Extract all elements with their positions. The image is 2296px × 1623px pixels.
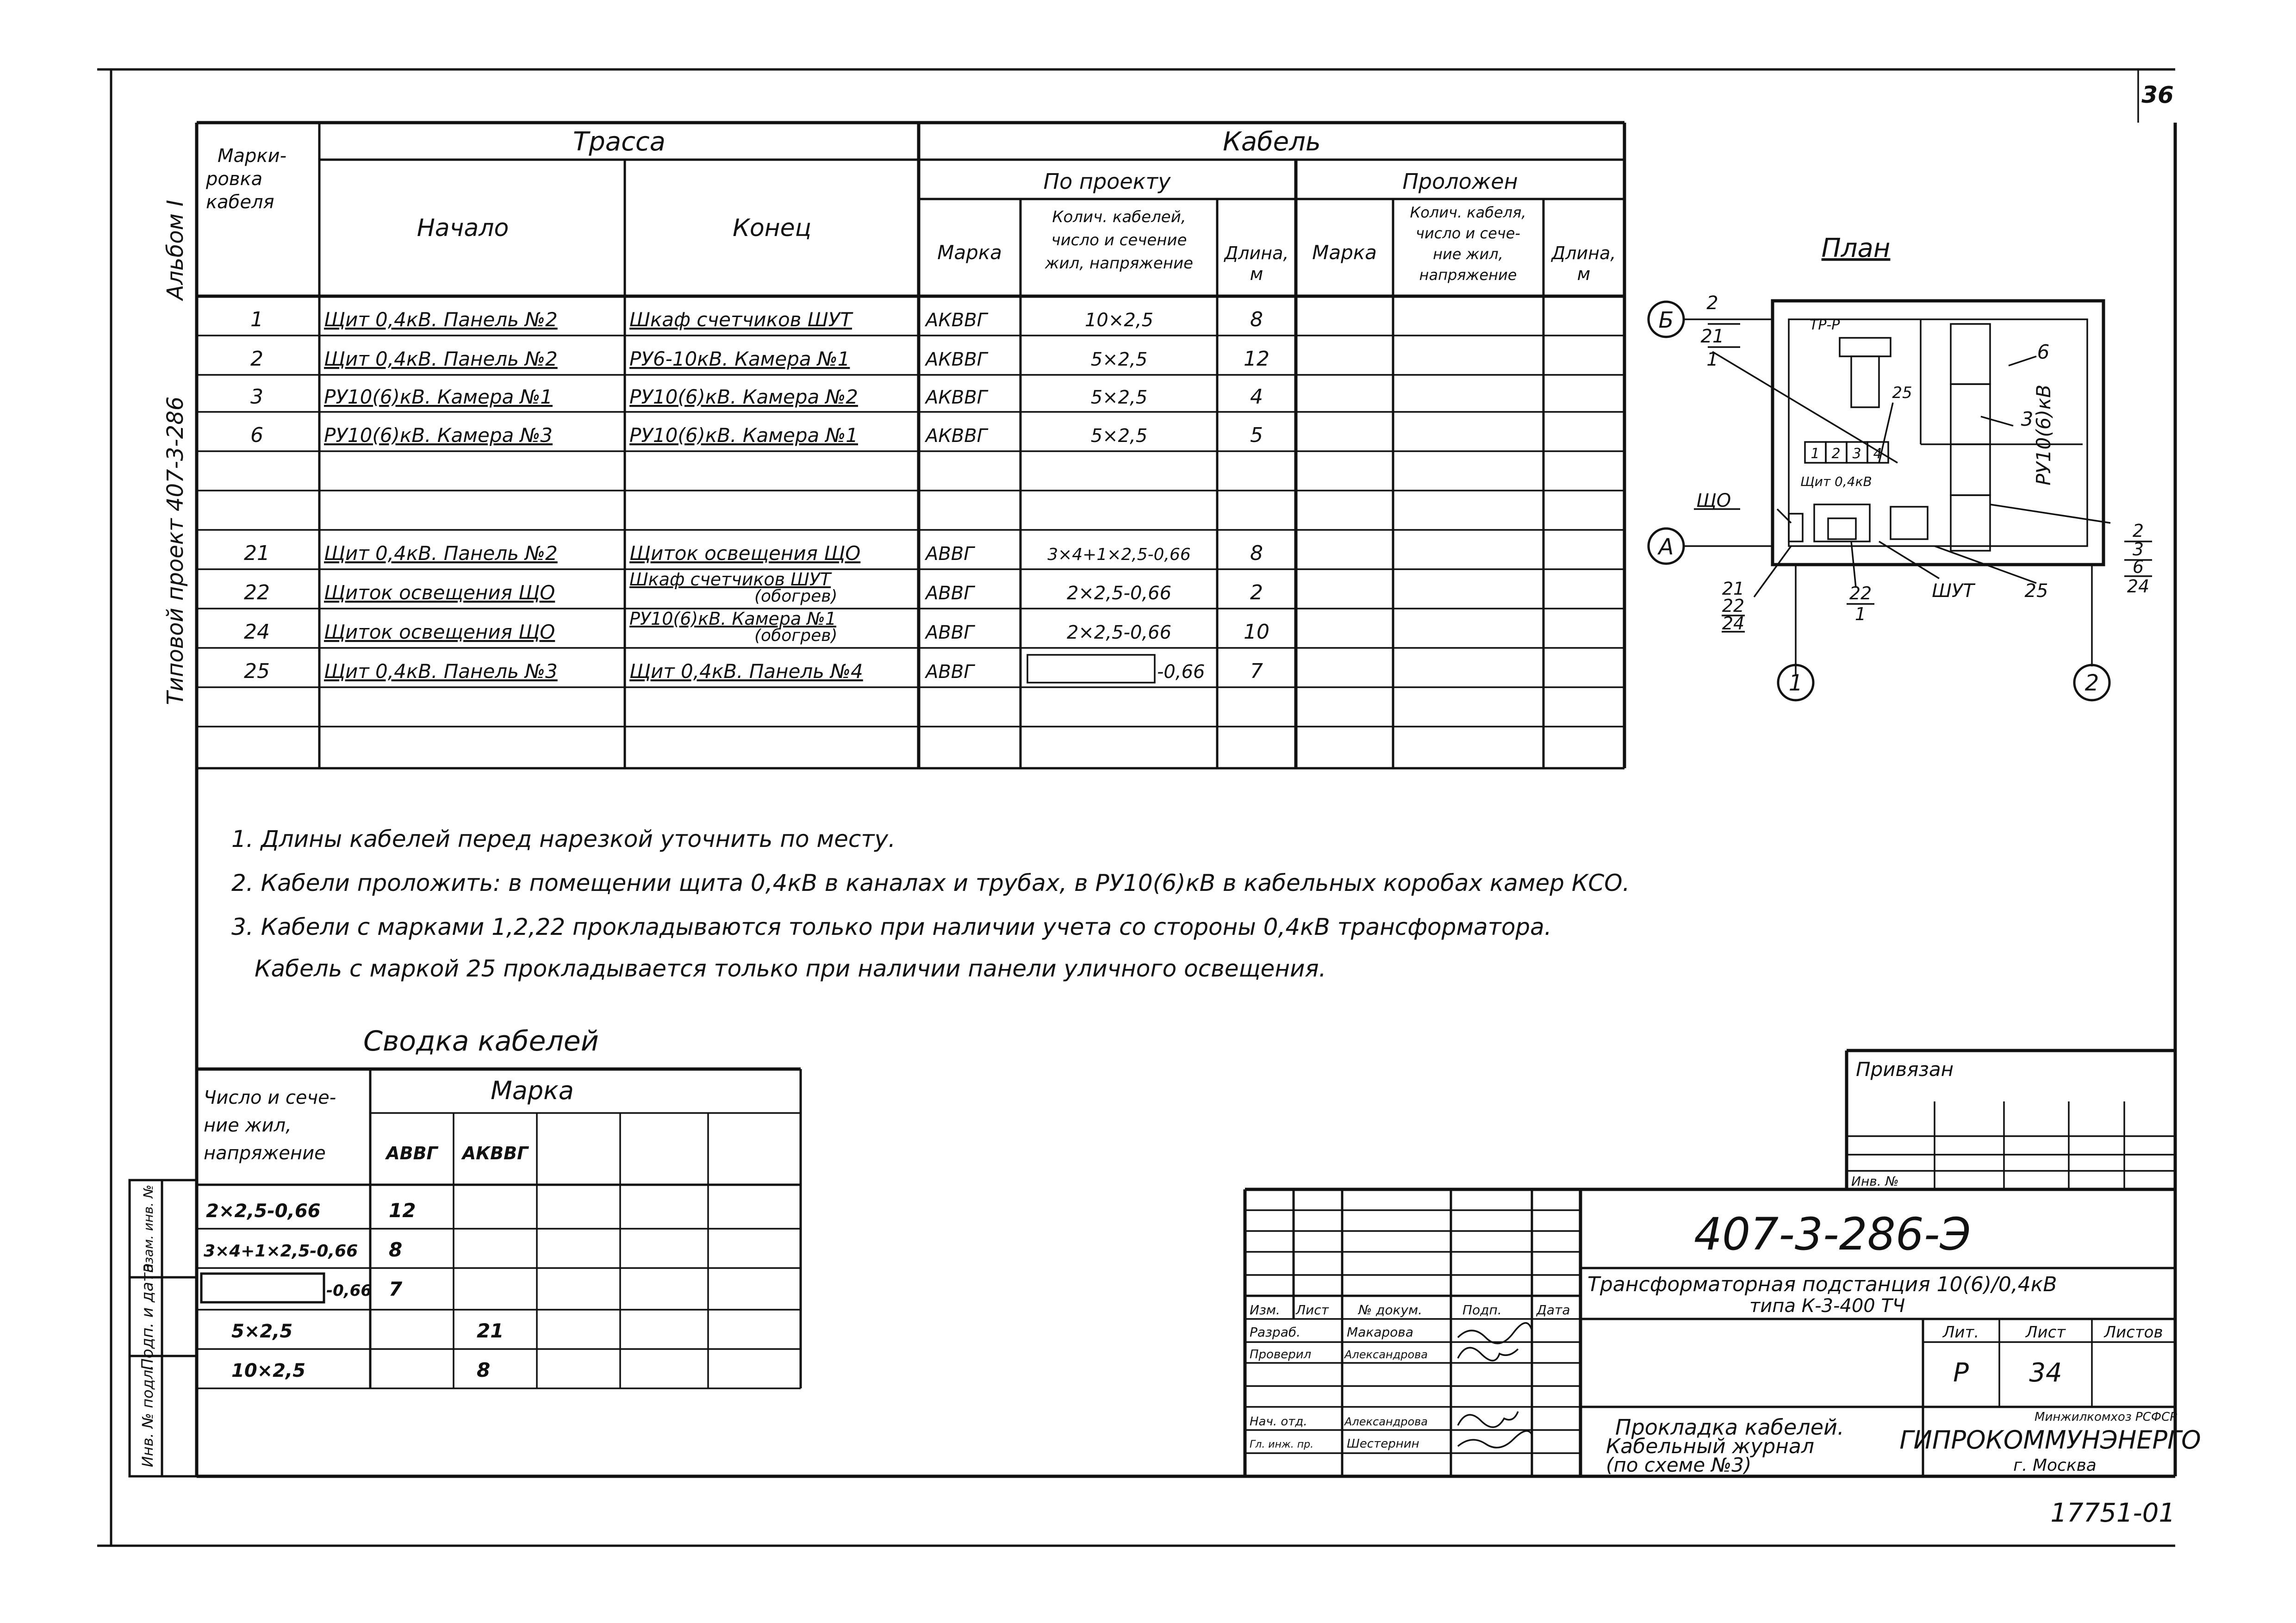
sheet-frame	[97, 69, 2175, 1546]
cell-mark: 25	[244, 659, 270, 683]
album-label: Альбом I	[162, 199, 188, 300]
cell-mark: 2	[250, 347, 263, 371]
cell-start: Щиток освещения ЩО	[324, 621, 555, 643]
left-stamp	[130, 1180, 197, 1476]
ru-cell-4	[1951, 324, 1990, 384]
cell-end: Шкаф счетчиков ШУТ	[629, 308, 852, 331]
org-ministry: Минжилкомхоз РСФСР	[2035, 1410, 2177, 1424]
cell-section: 2×2,5-0,66	[1066, 583, 1172, 604]
cell-start: Щит 0,4кВ. Панель №2	[324, 348, 558, 370]
transformer-body	[1851, 356, 1879, 407]
summary-row	[201, 1274, 403, 1302]
stamp-name: Макарова	[1347, 1325, 1413, 1340]
journal-row	[250, 385, 1263, 409]
stamp-h-sheet: Лист	[2025, 1323, 2066, 1342]
cell-section: -0,66	[1157, 661, 1205, 683]
label-left-21: 21	[1722, 578, 1745, 599]
header-mark-2: ровка	[206, 168, 263, 190]
cell-mark: 22	[244, 581, 270, 604]
signature-mark	[1458, 1431, 1532, 1448]
summary-sec: 2×2,5-0,66	[206, 1200, 321, 1222]
project-label: Типовой проект 407-3-286	[162, 396, 188, 705]
cell-section: 5×2,5	[1090, 387, 1148, 408]
signature-mark	[1458, 1323, 1532, 1343]
summary-row	[231, 1359, 490, 1381]
journal-row	[244, 655, 1263, 683]
note-2: 2. Кабели проложить: в помещении щита 0,4кВ в каналах и трубах, в РУ10(6)кВ в кабельных коробах камер КСО.	[231, 870, 1630, 896]
header-route: Трасса	[573, 127, 666, 157]
ru-cell-1	[1951, 495, 1990, 551]
cell-brand: АКВВГ	[926, 425, 987, 447]
cell-brand: АВВГ	[926, 661, 974, 683]
header-length2-1: Длина,	[1551, 243, 1616, 263]
document-title-2: типа К-3-400 ТЧ	[1749, 1295, 1905, 1317]
journal-row	[244, 569, 1263, 606]
summary-head-2: ние жил,	[204, 1115, 292, 1136]
shut-cabinet-inner	[1828, 518, 1856, 539]
label-b-1: 1	[1706, 349, 1718, 370]
summary-head-3: напряжение	[204, 1143, 326, 1164]
summary-avvg: 7	[389, 1278, 403, 1300]
summary-akvvg: 8	[477, 1359, 491, 1381]
doc-name-3: (по схеме №3)	[1606, 1454, 1752, 1476]
note-1: 1. Длины кабелей перед нарезкой уточнить по месту.	[231, 826, 896, 852]
cell-end: РУ10(6)кВ. Камера №1	[629, 424, 858, 447]
stamp-h-sign: Подп.	[1462, 1302, 1502, 1318]
header-count2-1: Колич. кабеля,	[1410, 204, 1526, 221]
cell-start: Щиток освещения ЩО	[324, 581, 555, 604]
doc-name-2: Кабельный журнал	[1606, 1435, 1815, 1458]
summary-sec: 3×4+1×2,5-0,66	[204, 1242, 358, 1261]
document-title-1: Трансформаторная подстанция 10(6)/0,4кВ	[1587, 1273, 2057, 1296]
label-right-6b: 6	[2132, 557, 2144, 577]
stamp-role: Нач. отд.	[1250, 1415, 1307, 1429]
cell-start: Щит 0,4кВ. Панель №2	[324, 542, 558, 565]
journal-row	[250, 308, 1263, 331]
label-right-24: 24	[2127, 576, 2150, 597]
side-labels	[162, 200, 188, 705]
cell-brand: АКВВГ	[926, 310, 987, 331]
header-mark-1: Марки-	[218, 145, 287, 167]
ru-cell-2	[1951, 444, 1990, 495]
summary-brand-avvg: АВВГ	[386, 1143, 438, 1163]
cell-length: 12	[1244, 347, 1269, 371]
stamp-h-sheets: Листов	[2104, 1323, 2163, 1342]
archive-number: 17751-01	[2050, 1498, 2175, 1528]
left-stamp-replace: Взам. инв. №	[141, 1184, 156, 1273]
journal-row	[244, 541, 1263, 565]
sho-label: ЩО	[1696, 490, 1731, 511]
ru-cell-3	[1951, 384, 1990, 444]
cell-section: 5×2,5	[1090, 425, 1148, 447]
summary-sec: 10×2,5	[231, 1360, 306, 1381]
label-b-2: 2	[1706, 292, 1718, 314]
cell-mark: 21	[244, 541, 270, 565]
cell-mark: 24	[244, 620, 270, 644]
summary-row	[231, 1319, 504, 1342]
header-start: Начало	[417, 214, 509, 242]
label-right-3: 3	[2021, 408, 2034, 430]
panel-4-box	[1891, 507, 1928, 539]
label-cable-25: 25	[1892, 384, 1912, 402]
label-right-2: 2	[2132, 521, 2144, 541]
plan-title: План	[1821, 233, 1891, 263]
signature-mark	[1458, 1412, 1518, 1427]
transformer-label: ТР-Р	[1810, 317, 1840, 333]
summary-akvvg: 21	[477, 1319, 504, 1342]
header-mark-3: кабеля	[206, 192, 274, 213]
label-mid-1: 1	[1854, 604, 1867, 624]
cell-section: 2×2,5-0,66	[1066, 622, 1172, 643]
doc-name-1: Прокладка кабелей.	[1615, 1415, 1844, 1440]
cell-brand: АВВГ	[926, 583, 974, 604]
sheet-number: 36	[2141, 81, 2174, 108]
stamp-h-doc: № докум.	[1358, 1302, 1423, 1318]
cell-end: Щит 0,4кВ. Панель №4	[629, 660, 863, 683]
header-brand-laid: Марка	[1312, 241, 1377, 264]
blank-section-box	[201, 1274, 324, 1302]
cell-length: 4	[1250, 385, 1263, 409]
label-mid-22: 22	[1849, 583, 1872, 603]
shut-label: ШУТ	[1932, 580, 1974, 602]
attachment-inv: Инв. №	[1851, 1174, 1899, 1189]
cell-mark: 6	[250, 423, 263, 447]
label-b-21: 21	[1700, 326, 1724, 347]
org-name: ГИПРОКОММУНЭНЕРГО	[1899, 1425, 2201, 1455]
header-length2-2: м	[1577, 264, 1591, 284]
header-by-project: По проекту	[1043, 169, 1171, 194]
axis-b-label: Б	[1658, 307, 1674, 333]
cell-length: 8	[1250, 308, 1263, 331]
header-laid: Проложен	[1402, 169, 1518, 194]
cell-mark: 1	[250, 308, 263, 331]
header-count-3: жил, напряжение	[1045, 254, 1194, 273]
header-count2-4: напряжение	[1419, 266, 1517, 284]
header-count-1: Колич. кабелей,	[1052, 208, 1186, 226]
label-right-3b: 3	[2132, 539, 2144, 560]
stamp-name: Александрова	[1344, 1348, 1428, 1361]
attachment-title: Привязан	[1856, 1058, 1954, 1081]
stamp-role: Проверил	[1250, 1348, 1312, 1362]
stamp-h-lit: Лит.	[1942, 1323, 1979, 1342]
panel-num-4: 4	[1873, 446, 1882, 462]
stamp-h-izm: Изм.	[1250, 1302, 1280, 1318]
label-left-22: 22	[1722, 596, 1745, 616]
summary-row	[204, 1238, 402, 1261]
summary-avvg: 12	[389, 1199, 416, 1222]
blank-section-box	[1027, 655, 1155, 683]
label-left-24: 24	[1722, 613, 1745, 634]
header-count-2: число и сечение	[1051, 231, 1187, 249]
cell-length: 10	[1244, 620, 1269, 644]
cell-length: 8	[1250, 541, 1263, 565]
cell-mark: 3	[250, 385, 263, 409]
cell-brand: АВВГ	[926, 622, 974, 643]
summary-sec: 5×2,5	[231, 1321, 293, 1342]
summary-avvg: 8	[389, 1238, 403, 1261]
panel-num-1: 1	[1811, 446, 1820, 462]
cable-journal-table	[197, 123, 1624, 768]
document-code: 407-3-286-Э	[1694, 1208, 1971, 1260]
cell-end: РУ6-10кВ. Камера №1	[629, 348, 850, 370]
cell-start: РУ10(6)кВ. Камера №1	[324, 386, 553, 408]
cell-section: 10×2,5	[1084, 310, 1154, 331]
signature-mark	[1458, 1348, 1518, 1361]
journal-row	[244, 609, 1269, 645]
plan-diagram	[1649, 233, 2152, 700]
summary-title: Сводка кабелей	[363, 1025, 599, 1057]
header-brand: Марка	[937, 241, 1002, 264]
label-bottom-25: 25	[2024, 580, 2048, 602]
summary-brand-akvvg: АКВВГ	[462, 1143, 529, 1163]
journal-row	[250, 423, 1263, 447]
stamp-role: Гл. инж. пр.	[1250, 1439, 1314, 1450]
panel-num-3: 3	[1852, 446, 1861, 462]
stamp-h-list: Лист	[1296, 1302, 1329, 1318]
stamp-sheet: 34	[2029, 1358, 2062, 1388]
left-stamp-inv: Инв. № подл.	[139, 1365, 156, 1468]
stamp-name: Шестернин	[1347, 1437, 1419, 1451]
cell-end: РУ10(6)кВ. Камера №2	[629, 386, 858, 408]
header-end: Конец	[732, 214, 812, 242]
note-4: Кабель с маркой 25 прокладывается только при наличии панели уличного освещения.	[255, 955, 1326, 982]
cell-length: 5	[1250, 423, 1263, 447]
transformer-symbol	[1840, 338, 1891, 356]
header-cable: Кабель	[1223, 127, 1321, 157]
stamp-role: Разраб.	[1250, 1325, 1301, 1340]
ru-label: РУ10(6)кВ	[2032, 384, 2055, 486]
label-right-6: 6	[2037, 341, 2050, 363]
journal-row	[250, 347, 1269, 371]
cell-brand: АВВГ	[926, 543, 974, 565]
panel-num-2: 2	[1831, 446, 1841, 462]
summary-sec: -0,66	[326, 1281, 372, 1300]
notes	[231, 826, 1630, 982]
cable-summary-table	[197, 1025, 801, 1388]
header-count2-2: число и сече-	[1416, 224, 1520, 242]
cell-section: 3×4+1×2,5-0,66	[1047, 545, 1191, 564]
cell-section: 5×2,5	[1090, 349, 1148, 370]
title-block	[1245, 1189, 2201, 1476]
left-stamp-sign: Подп. и дата	[138, 1263, 157, 1370]
attachment-box	[1847, 1051, 2175, 1189]
header-length-2: м	[1250, 264, 1263, 284]
cell-end: Щиток освещения ЩО	[629, 542, 861, 565]
cell-start: Щит 0,4кВ. Панель №2	[324, 308, 558, 331]
header-length-1: Длина,	[1224, 243, 1289, 263]
axis-a-label: А	[1658, 534, 1674, 560]
cell-end: Шкаф счетчиков ШУТ	[629, 569, 831, 590]
cell-end: РУ10(6)кВ. Камера №1	[629, 609, 836, 629]
stamp-h-date: Дата	[1537, 1302, 1570, 1318]
summary-row	[206, 1199, 416, 1222]
sho-box	[1789, 514, 1803, 541]
cell-length: 2	[1250, 581, 1263, 604]
cell-end-note: (обогрев)	[754, 626, 838, 645]
axis-2-label: 2	[2084, 670, 2099, 696]
summary-head-brand: Марка	[491, 1076, 574, 1105]
cell-brand: АКВВГ	[926, 349, 987, 370]
cell-length: 7	[1250, 659, 1263, 683]
stamp-name: Александрова	[1344, 1415, 1428, 1428]
cell-start: Щит 0,4кВ. Панель №3	[324, 660, 558, 683]
cell-start: РУ10(6)кВ. Камера №3	[324, 424, 553, 447]
org-city: г. Москва	[2013, 1456, 2097, 1475]
cell-end-note: (обогрев)	[754, 587, 838, 606]
cell-brand: АКВВГ	[926, 387, 987, 408]
note-3: 3. Кабели с марками 1,2,22 прокладываются только при наличии учета со стороны 0,4кВ трансформатора.	[231, 914, 1552, 940]
summary-head-1: Число и сече-	[204, 1087, 336, 1108]
axis-1-label: 1	[1788, 670, 1803, 696]
shut-cabinet	[1814, 504, 1870, 541]
stamp-lit: Р	[1953, 1358, 1969, 1388]
header-count2-3: ние жил,	[1433, 245, 1503, 263]
switchboard-label: Щит 0,4кВ	[1800, 474, 1872, 489]
